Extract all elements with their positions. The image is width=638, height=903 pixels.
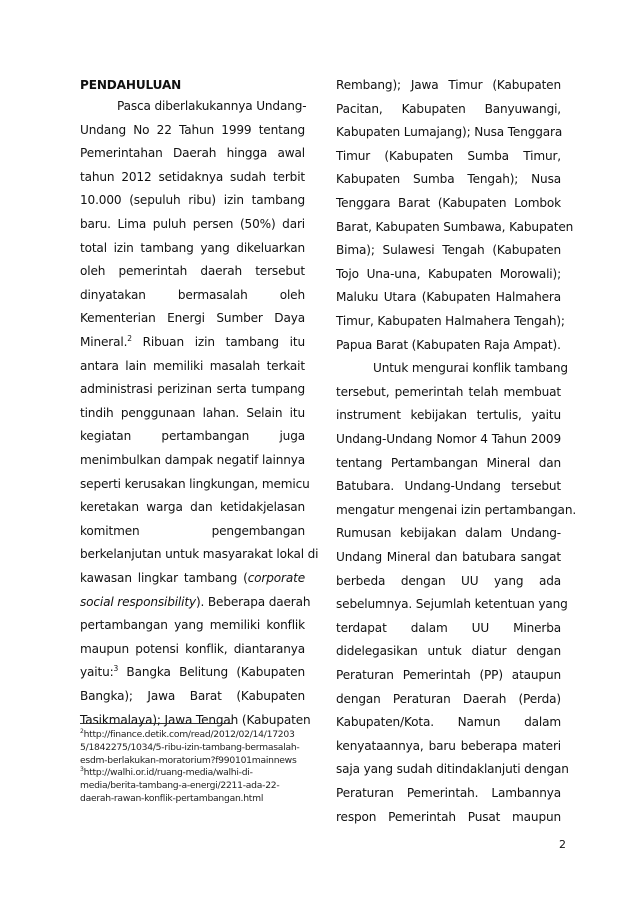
text-line: dengan Peraturan Daerah (Perda) (336, 691, 561, 706)
text-line: berkelanjutan untuk masyarakat lokal di (80, 547, 319, 562)
text-line: Bima); Sulawesi Tengah (Kabupaten (336, 243, 561, 258)
text-line: instrument kebijakan tertulis, yaitu (336, 408, 561, 423)
text-line: yaitu:$^3$ Bangka Belitung (Kabupaten (80, 664, 305, 680)
footnote-line: media/berita-tambang-a-energi/2211-ada-22- (80, 780, 280, 792)
text-line: tentang Pertambangan Mineral dan (336, 455, 561, 470)
footnote-separator (80, 723, 232, 724)
text-line: Undang-Undang Nomor 4 Tahun 2009 (336, 432, 561, 446)
section-heading: PENDAHULUAN (80, 78, 182, 92)
footnote-line: 5/1842275/1034/5-ribu-izin-tambang-bermasalah- (80, 741, 300, 753)
text-line: Rumusan kebijakan dalam Undang- (336, 526, 561, 541)
text-line: Mineral.$^2$ Ribuan izin tambang itu (80, 334, 305, 349)
text-line: Bangka); Jawa Barat (Kabupaten (80, 689, 305, 703)
text-line: respon Pemerintah Pusat maupun (336, 809, 561, 824)
text-line: tersebut, pemerintah telah membuat (336, 384, 561, 399)
text-line: Batubara. Undang-Undang tersebut (336, 479, 561, 494)
text-line: Undang Mineral dan batubara sangat (336, 550, 561, 564)
text-line: Undang No 22 Tahun 1999 tentang (80, 122, 305, 137)
text-line: Timur (Kabupaten Sumba Timur, (336, 148, 561, 163)
text-line: sebelumnya. Sejumlah ketentuan yang (336, 597, 568, 612)
text-line: keretakan warga dan ketidakjelasan (80, 500, 305, 515)
text-line: Kabupaten/Kota. Namun dalam (336, 715, 561, 730)
text-line: administrasi perizinan serta tumpang (80, 382, 305, 397)
text-line: Maluku Utara (Kabupaten Halmahera (336, 290, 561, 305)
text-line: social responsibility). Beberapa daerah (80, 594, 311, 609)
text-line: Papua Barat (Kabupaten Raja Ampat). (336, 337, 561, 352)
text-line: Pacitan, Kabupaten Banyuwangi, (336, 101, 561, 116)
text-line: Timur, Kabupaten Halmahera Tengah); (336, 314, 565, 328)
text-line: Tenggara Barat (Kabupaten Lombok (336, 196, 561, 210)
text-line: saja yang sudah ditindaklanjuti dengan (336, 762, 569, 777)
text-line: Rembang); Jawa Timur (Kabupaten (336, 78, 561, 92)
footnote-line: daerah-rawan-konflik-pertambangan.html (80, 793, 264, 804)
text-line: Pasca diberlakukannya Undang- (117, 99, 307, 113)
text-line: kenyataannya, baru beberapa materi (336, 738, 561, 753)
text-line: Kabupaten Lumajang); Nusa Tenggara (336, 125, 563, 140)
text-line: kegiatan pertambangan juga (80, 429, 305, 444)
page-number: 2 (559, 838, 566, 851)
text-line: Peraturan Pemerintah. Lambannya (336, 786, 561, 800)
text-line: didelegasikan untuk diatur dengan (336, 644, 561, 659)
text-line: mengatur mengenai izin pertambangan. (336, 502, 577, 517)
text-line: tahun 2012 setidaknya sudah terbit (80, 169, 305, 184)
footnote-line: $^2$http://finance.detik.com/read/2012/02/14/17203 (80, 728, 295, 740)
text-line: komitmen pengembangan (80, 523, 305, 538)
text-line: Kabupaten Sumba Tengah); Nusa (336, 172, 561, 187)
text-line: total izin tambang yang dikeluarkan (80, 240, 305, 255)
text-line: berbeda dengan UU yang ada (336, 573, 561, 588)
text-line: Tojo Una-una, Kabupaten Morowali); (336, 266, 561, 281)
text-line: Pemerintahan Daerah hingga awal (80, 146, 305, 161)
footnote-line: $^3$http://walhi.or.id/ruang-media/walhi-di- (80, 766, 253, 779)
text-line: Peraturan Pemerintah (PP) ataupun (336, 668, 561, 682)
text-line: menimbulkan dampak negatif lainnya (80, 453, 305, 467)
text-line: seperti kerusakan lingkungan, memicu (80, 476, 310, 491)
text-line: antara lain memiliki masalah terkait (80, 358, 305, 373)
text-line: baru. Lima puluh persen (50%) dari (80, 217, 305, 231)
text-line: pertambangan yang memiliki konflik (80, 618, 305, 633)
text-line: kawasan lingkar tambang (corporate (80, 571, 305, 585)
text-line: Barat, Kabupaten Sumbawa, Kabupaten (336, 219, 574, 234)
text-line: Untuk mengurai konflik tambang (373, 361, 568, 376)
footnote-marker: 2 (127, 334, 132, 343)
footnote-marker: 3 (80, 766, 84, 774)
text-line: Kementerian Energi Sumber Daya (80, 311, 305, 326)
text-line: dinyatakan bermasalah oleh (80, 287, 305, 302)
text-line: terdapat dalam UU Minerba (336, 620, 561, 635)
footnote-marker: 2 (80, 728, 84, 735)
text-line: Tasikmalaya); Jawa Tengah (Kabupaten (80, 712, 311, 727)
text-line: maupun potensi konflik, diantaranya (80, 641, 305, 656)
footnote-line: esdm-berlakukan-moratorium?f990101mainnews (80, 754, 297, 766)
footnote-marker: 3 (113, 664, 119, 674)
text-line: tindih penggunaan lahan. Selain itu (80, 405, 305, 420)
text-line: oleh pemerintah daerah tersebut (80, 264, 305, 279)
text-line: 10.000 (sepuluh ribu) izin tambang (80, 193, 305, 208)
